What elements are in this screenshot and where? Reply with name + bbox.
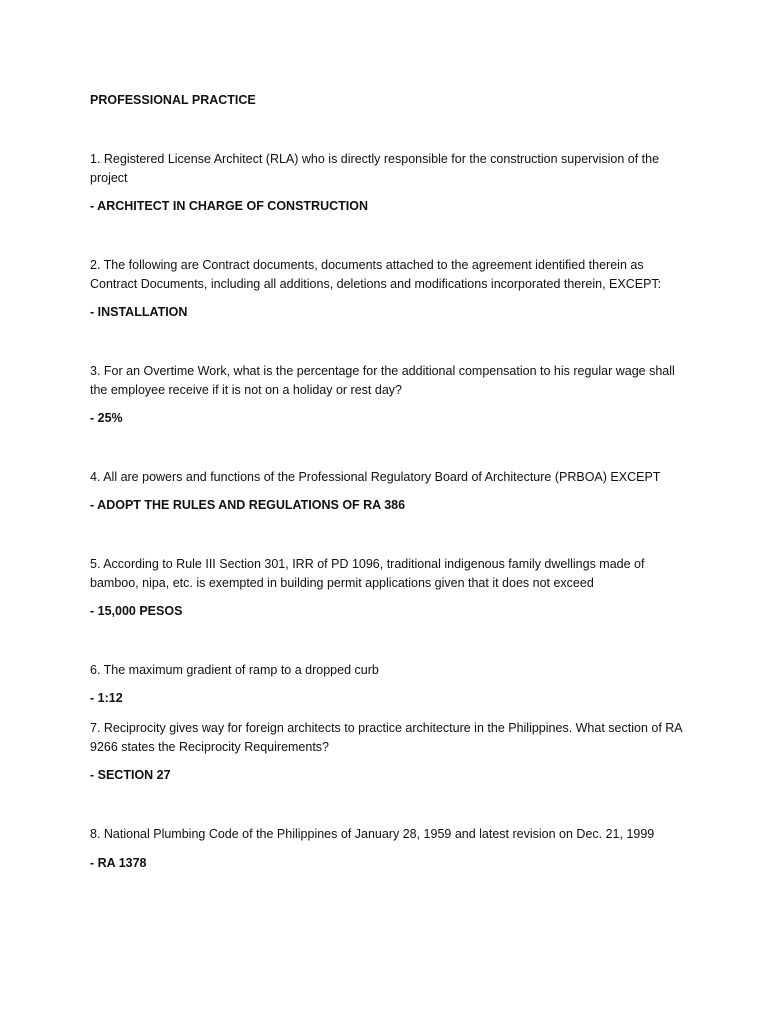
answer-8: - RA 1378 — [90, 856, 147, 870]
answer-4: - ADOPT THE RULES AND REGULATIONS OF RA 386 — [90, 498, 406, 512]
answer-7: - SECTION 27 — [90, 768, 171, 782]
answer-5: - 15,000 PESOS — [90, 604, 183, 618]
answer-6: - 1:12 — [90, 691, 123, 705]
answer-2: - INSTALLATION — [90, 305, 188, 319]
question-5: 5. According to Rule III Section 301, IRR of PD 1096, traditional indigenous family dwellings made of bamboo, nipa, etc. is exempted in building permit applications given that it does not exceed — [90, 557, 645, 590]
document-title: PROFESSIONAL PRACTICE — [90, 93, 256, 107]
question-1: 1. Registered License Architect (RLA) who is directly responsible for the construction supervision of the project — [90, 152, 660, 185]
question-3: 3. For an Overtime Work, what is the percentage for the additional compensation to his regular wage shall the employee receive if it is not on a holiday or rest day? — [90, 364, 675, 397]
question-6: 6. The maximum gradient of ramp to a dropped curb — [90, 663, 379, 677]
question-8: 8. National Plumbing Code of the Philippines of January 28, 1959 and latest revision on Dec. 21, 1999 — [90, 827, 655, 841]
question-4: 4. All are powers and functions of the Professional Regulatory Board of Architecture (PRBOA) EXCEPT — [90, 470, 661, 484]
answer-3: - 25% — [90, 411, 123, 425]
answer-1: - ARCHITECT IN CHARGE OF CONSTRUCTION — [90, 199, 368, 213]
question-2: 2. The following are Contract documents, documents attached to the agreement identified therein as Contract Documents, including all additions, deletions and modifications incorporated therein, EXCEPT: — [90, 258, 662, 291]
question-7: 7. Reciprocity gives way for foreign architects to practice architecture in the Philippines. What section of RA 9266 states the Reciprocity Requirements? — [90, 721, 682, 754]
